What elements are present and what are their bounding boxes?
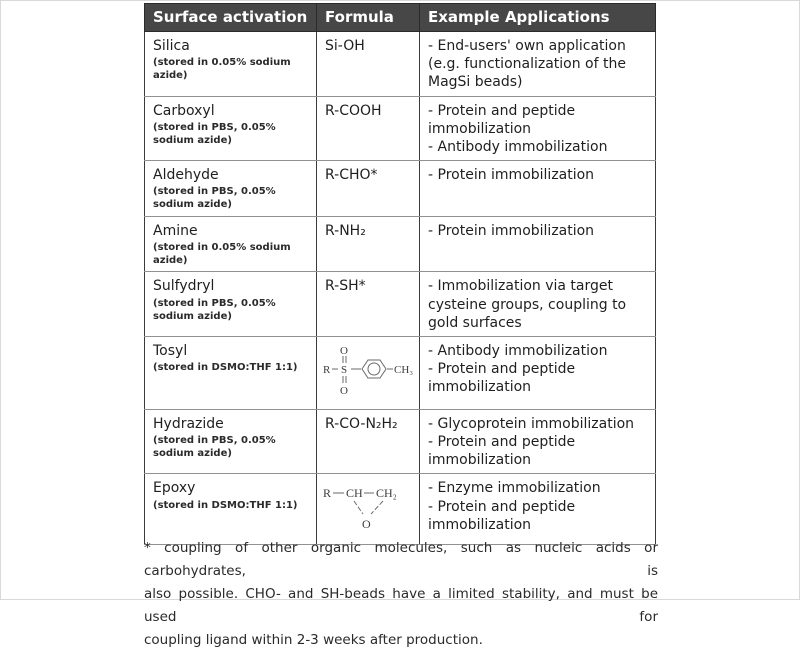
tosyl-s-label: S [341, 363, 348, 376]
storage-note: (stored in DSMO:THF 1:1) [153, 499, 298, 511]
surface-name: Tosyl [153, 342, 188, 359]
application-item: - Protein immobilization [428, 223, 595, 240]
epoxy-ch2-label: CH₂ [376, 486, 397, 501]
surface-name: Hydrazide [153, 415, 224, 432]
application-item: - Protein and peptide immobilization [428, 434, 576, 469]
table-row-aldehyde [145, 161, 656, 217]
application-item: - Enzyme immobilization [428, 480, 601, 497]
footnote-line: also possible. CHO- and SH-beads have a limited stability, and must be used for [144, 586, 658, 625]
surface-name: Aldehyde [153, 167, 219, 184]
surface-name: Sulfydryl [153, 278, 215, 295]
storage-note: (stored in PBS, 0.05% sodium azide) [153, 297, 276, 322]
storage-note: (stored in PBS, 0.05% sodium azide) [153, 186, 276, 211]
storage-note: (stored in 0.05% sodium azide) [153, 242, 291, 267]
tosyl-o-bottom-label: O [340, 384, 348, 397]
tosyl-structure-icon [321, 342, 413, 398]
tosyl-ch3-label: CH₃ [394, 363, 413, 376]
header-row [145, 4, 656, 32]
application-item: - Protein and peptide immobilization [428, 498, 576, 533]
footnote-line: * coupling of other organic molecules, such as nucleic acids or carbohydrates, is [144, 540, 658, 579]
application-item: - Protein immobilization [428, 167, 595, 184]
table-row-silica [145, 32, 656, 97]
application-item: - Glycoprotein immobilization [428, 415, 635, 432]
table-row-tosyl [145, 336, 656, 409]
surface-activation-table [144, 3, 656, 545]
formula-text: R-SH* [325, 278, 366, 295]
epoxy-r-label: R [323, 486, 332, 501]
tosyl-r-label: R [323, 363, 331, 376]
epoxy-ch-label: CH [346, 486, 363, 501]
table-row-sulfydryl [145, 272, 656, 337]
formula-text: R-NH₂ [325, 223, 366, 240]
formula-text: R-CO-N₂H₂ [325, 415, 398, 432]
application-item: - End-users' own application (e.g. functionalization of the MagSi beads) [428, 38, 626, 91]
tosyl-o-top-label: O [340, 344, 348, 357]
storage-note: (stored in PBS, 0.05% sodium azide) [153, 435, 276, 460]
table-row-carboxyl [145, 96, 656, 161]
col-header-formula: Formula [317, 4, 420, 32]
application-item: - Immobilization via target cysteine groups, coupling to gold surfaces [428, 278, 627, 331]
surface-name: Amine [153, 223, 198, 240]
footnote [144, 537, 658, 652]
formula-text: R-CHO* [325, 167, 378, 184]
surface-name: Epoxy [153, 480, 196, 497]
application-item: - Antibody immobilization [428, 342, 608, 359]
epoxy-o-label: O [362, 517, 371, 532]
footnote-line: coupling ligand within 2-3 weeks after production. [144, 632, 483, 648]
formula-text: Si-OH [325, 38, 365, 54]
surface-name: Silica [153, 38, 190, 54]
storage-note: (stored in 0.05% sodium azide) [153, 57, 291, 82]
application-item: - Protein and peptide immobilization [428, 361, 576, 396]
table-row-amine [145, 217, 656, 272]
storage-note: (stored in DSMO:THF 1:1) [153, 362, 298, 374]
epoxy-structure-icon [321, 479, 413, 535]
application-item: - Protein and peptide immobilization [428, 102, 576, 137]
table-row-hydrazide [145, 409, 656, 474]
table-row-epoxy [145, 474, 656, 545]
storage-note: (stored in PBS, 0.05% sodium azide) [153, 121, 276, 146]
col-header-surface-activation: Surface activation [145, 4, 317, 32]
surface-name: Carboxyl [153, 102, 215, 119]
formula-text: R-COOH [325, 102, 382, 119]
application-item: - Antibody immobilization [428, 138, 608, 155]
col-header-example-applications: Example Applications [420, 4, 656, 32]
